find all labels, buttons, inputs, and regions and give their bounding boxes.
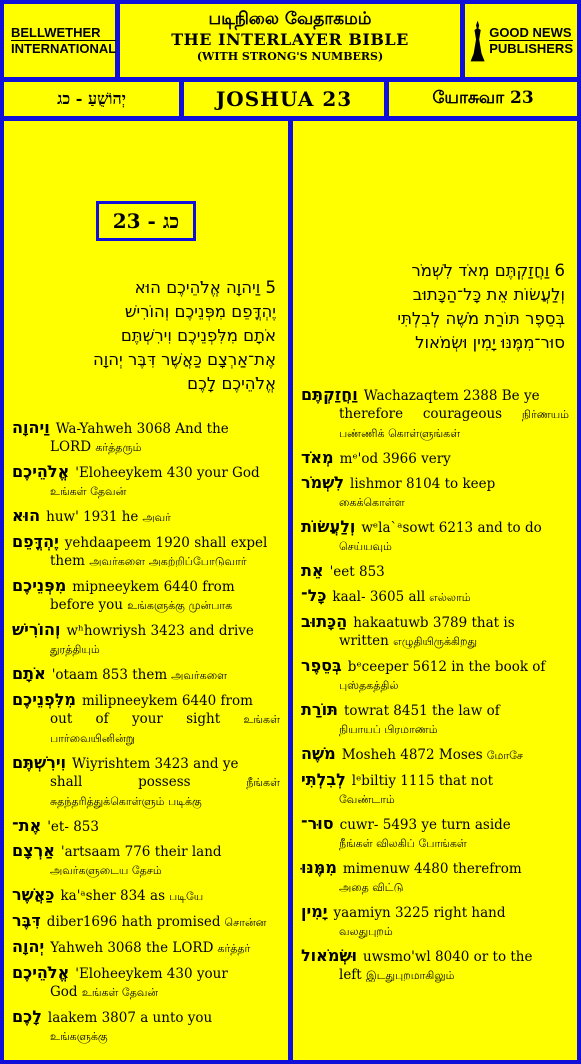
logo-right-line1: GOOD NEWS [489,25,572,40]
tamil-gloss: எல்லாம் [429,591,471,604]
word-entry [12,964,280,1002]
logo-right-line2: PUBLISHERS [489,41,573,56]
tamil-gloss: செய்யவும் [339,540,392,553]
transliteration-gloss: Wa-Yahweh 3068 And the [55,421,229,437]
tamil-reference: யோசுவா 23 [432,88,534,108]
transliteration-gloss: yaamiyn 3225 right hand [333,905,506,921]
transliteration-gloss: Yahweh 3068 the LORD [50,940,214,956]
transliteration-gloss: laakem 3807 a unto you [47,1010,213,1026]
word-entry [12,912,280,932]
verse-line: וְלַעֲשׂוֹת אֵת כָּל־הַכָּתוּב [412,285,565,304]
hebrew-word: וַחֲזַקְתֶּם [301,385,358,404]
word-entry [12,754,280,811]
right-column [293,121,577,1060]
torch-figure-icon [469,13,486,69]
transliteration-gloss: 'Eloheeykem 430 your [75,966,228,982]
tamil-gloss: அதை விட்டு [339,881,404,894]
tamil-gloss: நீங்கள் விலகிப் போங்கள் [339,837,467,850]
tamil-gloss: மோசே [486,749,524,762]
transliteration-gloss: Wiyrishtem 3423 and ye [72,756,239,772]
transliteration-gloss: lishmor 8104 to keep [350,476,496,492]
word-entry [12,938,280,958]
hebrew-word: תּוֹרַת [301,700,338,719]
hebrew-reference-box [4,82,179,116]
verse-line: בְּסֵפֶר תּוֹרַת מֹשֶׁה לְבִלְתִּי [397,309,565,328]
transliteration-gloss: 'Eloheeykem 430 your God [75,465,260,481]
gloss-continued: God [50,984,78,1000]
gloss-continued: them [50,553,85,569]
word-list-right [301,386,569,991]
hebrew-word: וְלַעֲשׂוֹת [301,517,356,536]
hebrew-word: הַכָּתוּב [301,612,348,631]
hebrew-word: יְהוָה [12,937,45,956]
tamil-gloss: இடதுபுறமாகிலும் [366,969,455,982]
word-entry [12,817,280,836]
word-entry [12,665,280,685]
verse-line: אֶת־אַרְצָם כַּאֲשֶׁר דִּבֶּר יְהוָה [92,350,276,369]
gloss-continued: shall possess [50,774,191,790]
verse-line: אֹתָם מִלִּפְנֵיכֶם וִירִשְׁתֶּם [120,326,276,345]
word-entry [12,533,280,571]
word-entry [301,518,569,556]
verse-line: 6 וַחֲזַקְתֶּם מְאֹד לִשְׁמֹר [411,261,565,280]
transliteration-gloss: uwsmo'wl 8040 or to the [363,949,533,965]
title-tamil: படிநிலை வேதாகமம் [208,9,372,29]
tamil-gloss: கைக்கொள்ள [339,496,405,509]
hebrew-word: אֵת [301,561,324,580]
logo-left-line1: BELLWETHER [11,25,116,41]
transliteration-gloss: 'otaam 853 them [51,667,168,683]
transliteration-gloss: milipneeykem 6440 from [81,693,253,709]
tamil-gloss: உங்கள் தேவன் [81,986,159,999]
word-entry [12,691,280,748]
hebrew-word: כַּאֲשֶׁר [12,885,55,904]
tamil-gloss: உங்களுக்கு முன்பாக [127,599,233,612]
tamil-gloss: நியாயப் பிரமாணம் [339,723,438,736]
gloss-continued: written [339,633,389,649]
word-entry [301,745,569,765]
transliteration-gloss: wʰhowriysh 3423 and drive [66,623,254,639]
tamil-gloss: கர்த்தரும் [95,441,142,454]
title-english: THE INTERLAYER BIBLE [171,30,409,49]
transliteration-gloss: kaal- 3605 all [332,589,426,605]
word-entry [301,449,569,468]
transliteration-gloss: Wachazaqtem 2388 Be ye [363,388,540,404]
hebrew-word: וִירִשְׁתֶּם [12,753,67,772]
transliteration-gloss: lᵉbiltiy 1115 that not [351,773,494,789]
hebrew-word: דִּבֶּר [12,911,41,930]
hebrew-word: יֶהְדֳּפֵם [12,532,59,551]
tamil-gloss: வேண்டாம் [339,793,395,806]
verse-5-hebrew [93,276,276,396]
tamil-gloss: உங்கள் தேவன் [50,485,127,498]
verse-line: יֶהְדֳּפֵם מִפְּנֵיכֶם וְהוֹרִישׁ [124,302,276,321]
transliteration-gloss: diber1696 hath promised [46,914,221,930]
word-entry [12,1008,280,1046]
chapter-badge: 23 - כג [96,201,196,241]
tamil-gloss: நிர்ணயம் பண்ணிக் கொள்ளுங்கள் [339,408,569,440]
hebrew-word: אֱלֹהֵיכֶם [12,963,70,982]
gloss-continued: out of your sight [50,711,221,727]
title-block [120,4,460,77]
transliteration-gloss: Mosheh 4872 Moses [341,747,483,763]
verse-6-hebrew [397,259,565,355]
tamil-reference-box [389,82,577,116]
transliteration-gloss: mimenuw 4480 therefrom [342,861,522,877]
word-entry [301,657,569,695]
subtitle: (WITH STRONG'S NUMBERS) [196,50,384,63]
tamil-gloss: உங்களுக்கு [50,1030,108,1043]
hebrew-word: סוּר־ [301,814,334,833]
good-news-logo [465,4,577,77]
word-entry [301,386,569,443]
word-entry [301,771,569,809]
transliteration-gloss: wᵉla`ᵃsowt 6213 and to do [361,520,542,536]
word-entry [12,419,280,457]
hebrew-word: אַרְצָם [12,841,55,860]
word-entry [301,947,569,985]
logo-left-line2: INTERNATIONAL [11,41,117,56]
hebrew-word: וּשְׂמֹאול [301,946,358,965]
hebrew-word: כָּל־ [301,586,327,605]
hebrew-word: אֶת־ [12,816,42,835]
english-reference-box [184,82,384,116]
hebrew-reference: יְהוֹשֻׁעַ - כג [57,89,126,108]
hebrew-word: לָכֶם [12,1007,42,1026]
word-entry [12,507,280,527]
tamil-gloss: நீங்கள் சுதந்தரித்துக்கொள்ளும் படிக்கு [50,776,280,808]
tamil-gloss: வலதுபுறம் [339,925,393,938]
hebrew-word: מִפְּנֵיכֶם [12,576,67,595]
tamil-gloss: எழுதியிருக்கிறது [393,635,478,648]
tamil-gloss: அவர்களை [171,669,228,682]
left-column [4,121,288,1060]
word-list-left [12,419,280,1052]
verse-line: 5 וַיהוָה אֱלֹהֵיכֶם הוּא [134,278,276,297]
word-entry [12,621,280,659]
bellwether-logo [4,4,115,77]
hebrew-word: אֱלֹהֵיכֶם [12,462,70,481]
tamil-gloss: உங்கள் பார்வையினின்று [50,713,281,745]
hebrew-word: הוּא [12,506,41,525]
hebrew-word: יָמִין [301,902,328,921]
transliteration-gloss: towrat 8451 the law of [343,703,500,719]
hebrew-word: וְהוֹרִישׁ [12,620,61,639]
tamil-gloss: அவர்களை அகற்றிப்போடுவார் [89,555,247,568]
word-entry [301,859,569,897]
transliteration-gloss: 'artsaam 776 their land [60,844,222,860]
hebrew-word: לִשְׁמֹר [301,473,345,492]
word-entry [12,463,280,501]
word-entry [301,815,569,853]
transliteration-gloss: mipneeykem 6440 from [72,579,235,595]
word-entry [12,886,280,906]
tamil-gloss: துரத்தியும் [50,643,100,656]
transliteration-gloss: 'et- 853 [47,819,99,835]
transliteration-gloss: bᵉceeper 5612 in the book of [347,659,546,675]
transliteration-gloss: ka'ᵃsher 834 as [60,888,166,904]
hebrew-word: מְאֹד [301,448,334,467]
transliteration-gloss: yehdaapeem 1920 shall expel [64,535,268,551]
word-entry [301,613,569,651]
hebrew-word: מִמֶּנּוּ [301,858,337,877]
word-entry [301,587,569,607]
tamil-gloss: படியே [169,890,204,903]
hebrew-word: מִלִּפְנֵיכֶם [12,690,76,709]
verse-line: סוּר־מִמֶּנּוּ יָמִין וּשְׂמֹאול [415,333,565,352]
hebrew-word: לְבִלְתִּי [301,770,346,789]
hebrew-word: בְּסֵפֶר [301,656,342,675]
word-entry [12,842,280,880]
word-entry [301,562,569,581]
hebrew-word: מֹשֶׁה [301,744,336,763]
word-entry [301,701,569,739]
word-entry [301,903,569,941]
gloss-continued: LORD [50,439,92,455]
tamil-gloss: சொன்ன [224,916,267,929]
word-entry [12,577,280,615]
gloss-continued: therefore courageous [339,406,503,422]
english-reference: JOSHUA 23 [215,87,353,111]
verse-line: אֱלֹהֵיכֶם לָכֶם [187,374,276,393]
tamil-gloss: புஸ்தகத்தில் [339,679,399,692]
transliteration-gloss: 'eet 853 [329,564,385,580]
transliteration-gloss: mᵉ'od 3966 very [339,451,451,467]
hebrew-word: אֹתָם [12,664,46,683]
gloss-continued: before you [50,597,123,613]
hebrew-word: וַיהוָה [12,418,50,437]
tamil-gloss: அவர்களுடைய தேசம் [50,864,162,877]
transliteration-gloss: hakaatuwb 3789 that is [353,615,515,631]
transliteration-gloss: huw' 1931 he [46,509,139,525]
tamil-gloss: கர்த்தர் [217,942,251,955]
gloss-continued: left [339,967,362,983]
tamil-gloss: அவர் [142,511,171,524]
transliteration-gloss: cuwr- 5493 ye turn aside [339,817,511,833]
word-entry [301,474,569,512]
